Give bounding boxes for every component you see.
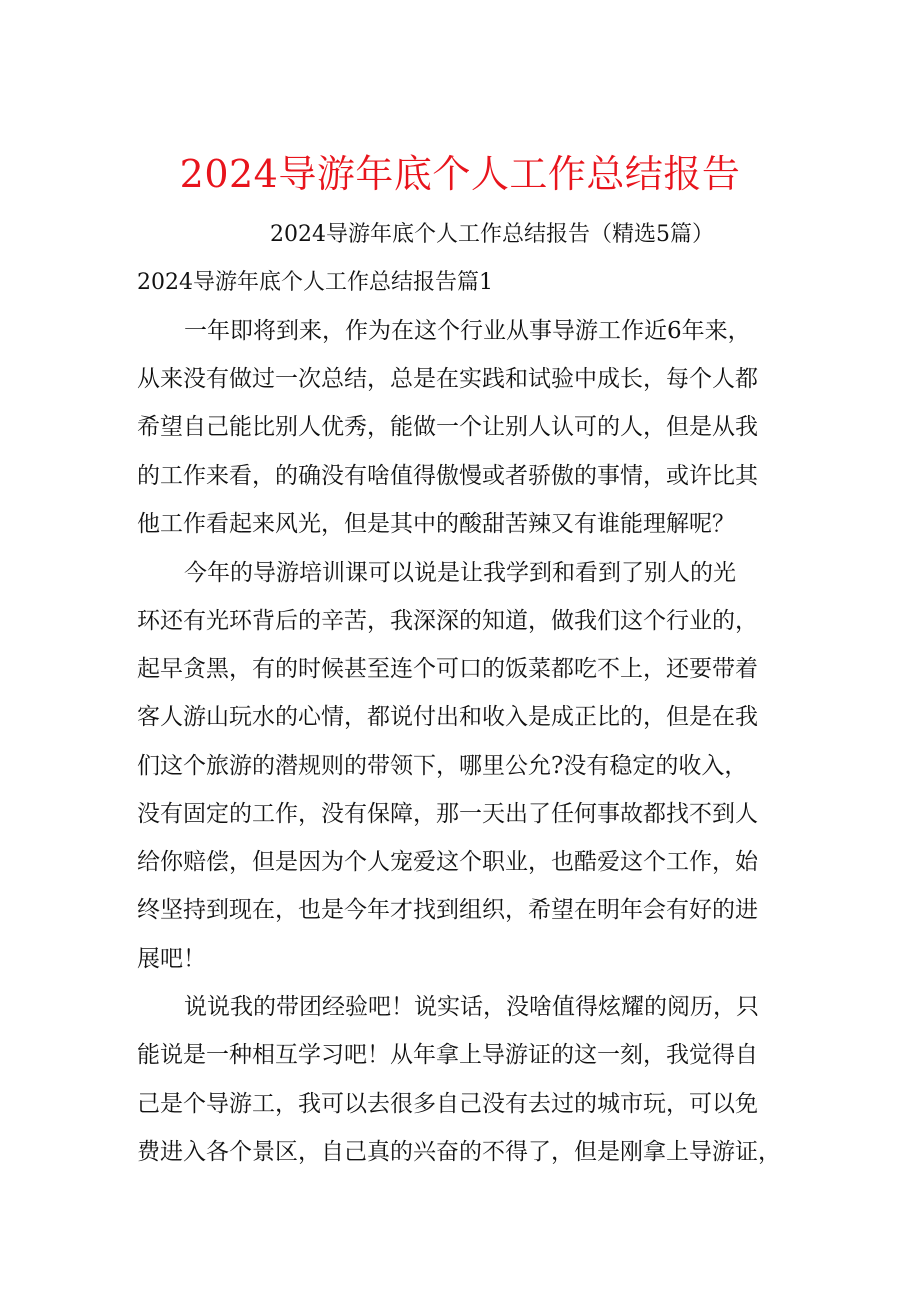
paragraph-line: 环还有光环背后的辛苦，我深深的知道，做我们这个行业的， — [137, 608, 758, 634]
paragraph-line: 起早贪黑，有的时候甚至连个可口的饭菜都吃不上，还要带着 — [137, 656, 758, 682]
paragraph-line: 们这个旅游的潜规则的带领下，哪里公允?没有稳定的收入， — [137, 753, 748, 779]
paragraph-line: 能说是一种相互学习吧！从年拿上导游证的这一刻，我觉得自 — [137, 1042, 758, 1068]
section-heading: 2024导游年底个人工作总结报告篇1 — [137, 270, 493, 295]
paragraph-line: 费进入各个景区，自己真的兴奋的不得了，但是刚拿上导游证， — [137, 1139, 781, 1165]
paragraph-line: 一年即将到来，作为在这个行业从事导游工作近6年来， — [184, 318, 751, 344]
paragraph-line: 他工作看起来风光，但是其中的酸甜苦辣又有谁能理解呢？ — [137, 511, 735, 537]
paragraph-line: 客人游山玩水的心情，都说付出和收入是成正比的，但是在我 — [137, 704, 758, 730]
paragraph-line: 今年的导游培训课可以说是让我学到和看到了别人的光 — [184, 560, 736, 586]
paragraph-line: 的工作来看，的确没有啥值得傲慢或者骄傲的事情，或许比其 — [137, 463, 758, 489]
paragraph-line: 展吧！ — [137, 946, 206, 972]
document-title: 2024导游年底个人工作总结报告 — [179, 152, 741, 196]
paragraph-line: 没有固定的工作，没有保障，那一天出了任何事故都找不到人 — [137, 801, 758, 827]
paragraph-line: 希望自己能比别人优秀，能做一个让别人认可的人，但是从我 — [137, 414, 758, 440]
document-subtitle: 2024导游年底个人工作总结报告（精选5篇） — [270, 222, 714, 247]
paragraph-line: 给你赔偿，但是因为个人宠爱这个职业，也酷爱这个工作，始 — [137, 849, 758, 875]
paragraph-line: 说说我的带团经验吧！说实话，没啥值得炫耀的阅历，只 — [184, 994, 759, 1020]
paragraph-line: 己是个导游工，我可以去很多自己没有去过的城市玩，可以免 — [137, 1091, 758, 1117]
paragraph-line: 终坚持到现在，也是今年才找到组织，希望在明年会有好的进 — [137, 897, 758, 923]
paragraph-line: 从来没有做过一次总结，总是在实践和试验中成长，每个人都 — [137, 366, 758, 392]
